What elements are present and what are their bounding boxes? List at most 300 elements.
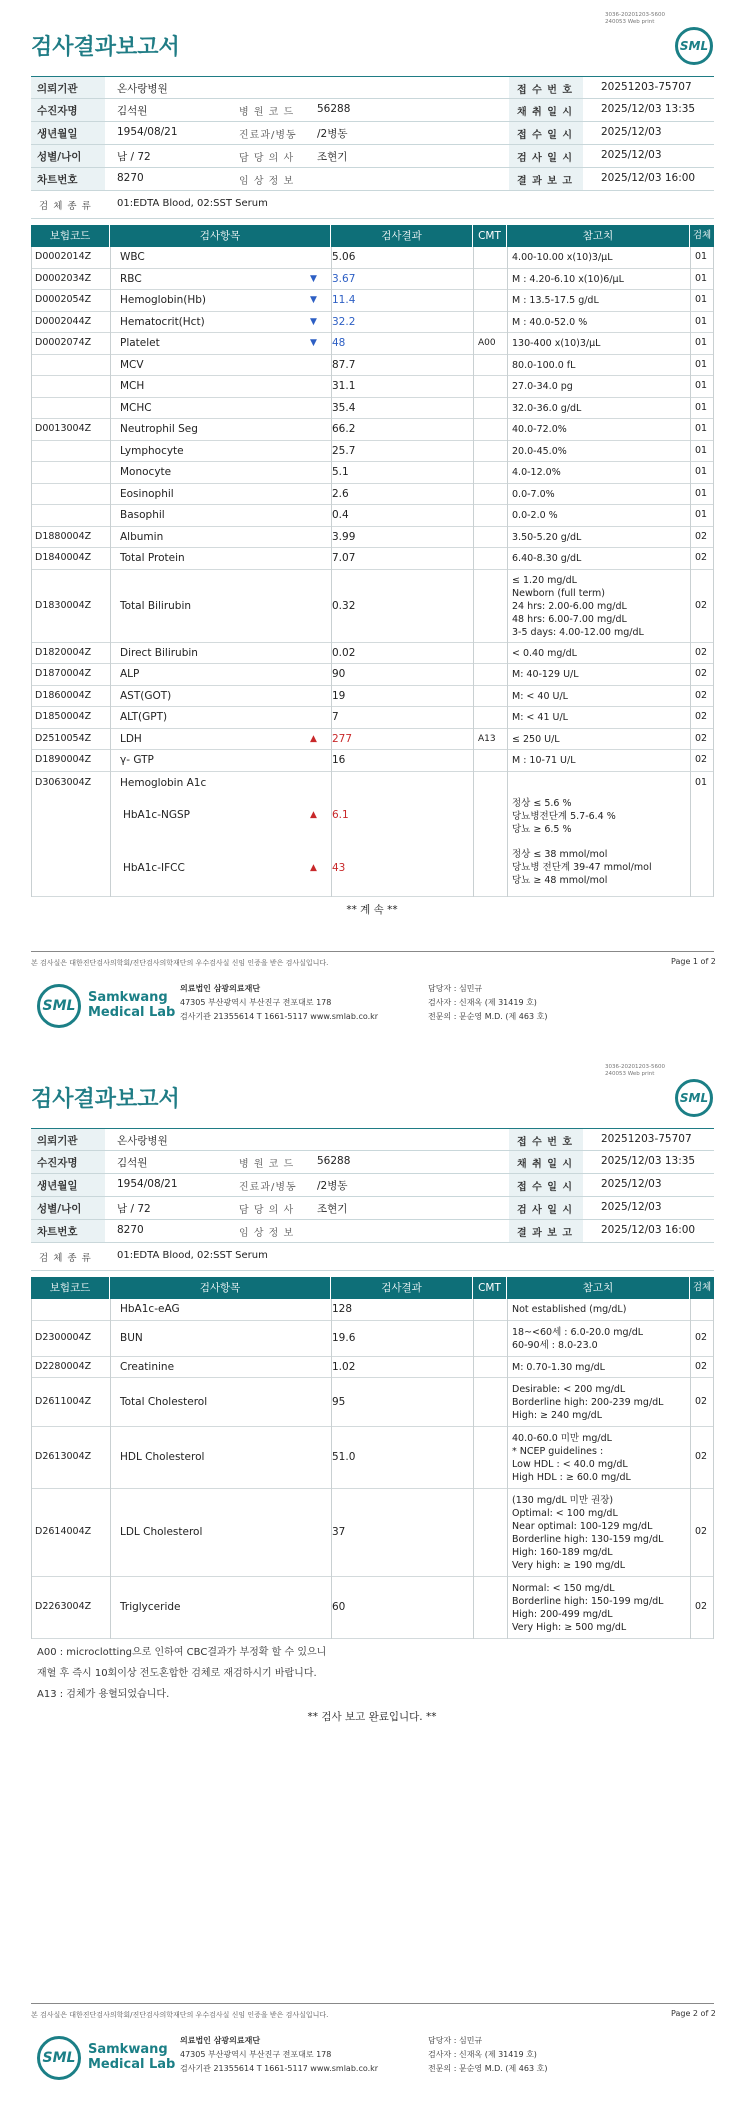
column-header: 검체 (690, 1277, 714, 1299)
test-name: WBC (120, 251, 145, 263)
test-name: Lymphocyte (120, 444, 184, 457)
info-value: 김석원 (117, 105, 148, 117)
column-header: 검사항목 (110, 225, 331, 247)
table-row (31, 376, 714, 398)
specimen-code: 01 (695, 487, 708, 499)
reference-line: Not established (mg/dL) (512, 1304, 627, 1315)
reference-line: < 0.40 mg/dL (512, 647, 577, 659)
page-number: Page 1 of 2 (671, 957, 716, 966)
insurance-code: D2280004Z (35, 1360, 92, 1372)
code-line: 3036-20201203-5600 (605, 12, 665, 18)
test-result: 3.99 (332, 530, 356, 543)
specimen-code: 01 (695, 466, 708, 477)
info-right-value: 2025/12/03 16:00 (601, 1224, 696, 1236)
reference-line: 당뇨병 전단계 39-47 mmol/mol (512, 861, 652, 873)
reference-range (512, 733, 560, 746)
lab-address (180, 2034, 378, 2076)
reference-line: Borderline high: 130-159 mg/dL (512, 1534, 664, 1545)
reference-range (512, 359, 575, 372)
test-name: Creatinine (120, 1360, 175, 1373)
reference-line: ≤ 250 U/L (512, 733, 560, 745)
specimen-code: 01 (695, 444, 708, 456)
insurance-code: D2611004Z (35, 1396, 92, 1407)
test-result: 7 (332, 711, 339, 723)
reference-line: M : 4.20-6.10 x(10)6/μL (512, 273, 624, 285)
test-result: 60 (332, 1601, 346, 1613)
insurance-code: D3063004Z (35, 776, 92, 788)
reference-line: M : 40.0-52.0 % (512, 316, 588, 328)
reference-line: 6.40-8.30 g/dL (512, 553, 582, 564)
insurance-code: D0002044Z (35, 315, 92, 327)
reference-range (512, 294, 599, 307)
specimen-label: 검 체 종 류 (39, 201, 92, 212)
table-border (713, 247, 714, 897)
info-row (31, 1197, 714, 1220)
insurance-code: D0002034Z (35, 272, 92, 284)
test-result: 7.07 (332, 552, 356, 564)
sml-logo: SML (37, 2036, 81, 2080)
reference-range (512, 423, 567, 436)
info-mid-label: 진료과/병동 (239, 130, 297, 141)
specimen-code: 02 (695, 1331, 708, 1343)
info-mid-label: 담 당 의 사 (239, 153, 295, 164)
arrow-down-icon: ▼ (310, 273, 317, 284)
insurance-code: D2614004Z (35, 1526, 92, 1537)
reference-range (512, 445, 567, 458)
table-row (31, 1321, 714, 1357)
continue-text: ** 계 속 ** (346, 903, 398, 916)
comment-note: A13 : 검체가 용혈되었습니다. (37, 1689, 170, 1700)
table-row (31, 1357, 714, 1379)
info-value: 온사랑병원 (117, 1135, 168, 1147)
code-line: 240053 Web print (605, 18, 655, 25)
info-right-label: 채 취 일 시 (517, 1159, 574, 1170)
staff-line: 전문의 : 문순영 M.D. (제 463 호) (428, 2064, 548, 2073)
staff-line: 전문의 : 문순영 M.D. (제 463 호) (428, 1012, 548, 1021)
info-value: 남 / 72 (117, 151, 151, 163)
specimen-code: 01 (695, 294, 708, 305)
specimen-code: 02 (695, 689, 708, 701)
report-complete-text: ** 검사 보고 완료입니다. ** (307, 1711, 437, 1723)
info-right-value: 2025/12/03 (601, 1201, 662, 1213)
staff-line: 담당자 : 심민규 (428, 984, 483, 993)
table-row (31, 664, 714, 686)
org-name: 의료법인 삼광의료재단 (180, 984, 261, 993)
specimen-code: 02 (695, 530, 708, 542)
test-result: 51.0 (332, 1451, 356, 1463)
test-result: 35.4 (332, 401, 356, 414)
specimen-code: 01 (695, 423, 708, 434)
reference-line: Desirable: < 200 mg/dL (512, 1384, 626, 1395)
table-row (31, 686, 714, 708)
reference-line: 3.50-5.20 g/dL (512, 531, 582, 543)
column-header: 검사항목 (110, 1277, 331, 1299)
info-row (31, 99, 714, 122)
test-result: 37 (332, 1526, 346, 1538)
reference-line: Borderline high: 150-199 mg/dL (512, 1596, 664, 1607)
column-header: 검사결과 (331, 1277, 473, 1299)
specimen-code: 01 (695, 251, 708, 262)
test-result: 0.4 (332, 509, 349, 521)
column-divider (110, 1299, 111, 1639)
test-result: 5.1 (332, 466, 349, 478)
info-row (31, 1151, 714, 1174)
insurance-code: D1880004Z (35, 530, 92, 542)
arrow-down-icon: ▼ (310, 316, 317, 327)
document-code (605, 1064, 665, 1077)
reference-range (512, 1383, 663, 1422)
column-divider (690, 1299, 691, 1639)
lab-address (180, 982, 378, 1024)
info-mid-label: 병 원 코 드 (239, 107, 295, 118)
reference-line: 18~<60세 : 6.0-20.0 mg/dL (512, 1326, 644, 1338)
table-row (31, 548, 714, 570)
specimen-code: 02 (695, 552, 708, 563)
test-result: 5.06 (332, 251, 356, 263)
reference-line: High HDL : ≥ 60.0 mg/dL (512, 1472, 631, 1483)
staff-info (428, 2034, 547, 2076)
reference-line: 80.0-100.0 fL (512, 359, 576, 371)
column-divider (331, 247, 332, 897)
reference-line: M : 13.5-17.5 g/dL (512, 295, 599, 306)
insurance-code: D0002054Z (35, 294, 92, 305)
info-label: 수진자명 (37, 1157, 78, 1169)
info-value: 온사랑병원 (117, 83, 168, 95)
table-row (31, 290, 714, 312)
info-label: 의뢰기관 (37, 83, 78, 95)
reference-range (512, 848, 652, 887)
sml-logo: SML (37, 984, 81, 1028)
table-row (31, 269, 714, 291)
contact: 검사기관 21355614 T 1661-5117 www.smlab.co.kr (180, 2064, 379, 2073)
info-label: 성별/나이 (37, 1203, 82, 1215)
reference-range (512, 402, 581, 415)
info-label: 차트번호 (37, 174, 78, 186)
reference-line: M: < 41 U/L (512, 712, 568, 723)
info-value: 1954/08/21 (117, 1178, 178, 1190)
info-value: 김석원 (117, 1157, 148, 1169)
table-row (31, 355, 714, 377)
info-right-value: 2025/12/03 (601, 149, 662, 161)
specimen-code: 01 (695, 380, 708, 391)
reference-range (512, 316, 587, 329)
reference-line: 정상 ≤ 38 mmol/mol (512, 848, 608, 860)
insurance-code: D0002074Z (35, 337, 92, 348)
sml-logo: SML (675, 27, 713, 65)
table-row (31, 729, 714, 751)
footer-divider (31, 951, 714, 952)
lab-name (88, 990, 175, 1020)
test-result: 0.02 (332, 646, 356, 659)
reference-line: * NCEP guidelines : (512, 1446, 604, 1457)
specimen-code: 01 (695, 315, 708, 327)
column-header: 보험코드 (31, 225, 110, 247)
table-border (31, 1299, 32, 1639)
column-header: 검사결과 (331, 225, 473, 247)
insurance-code: D2263004Z (35, 1601, 92, 1612)
reference-line: ≤ 1.20 mg/dL (512, 574, 577, 586)
column-header: CMT (473, 225, 507, 247)
reference-line: 20.0-45.0% (512, 445, 567, 457)
info-right-label: 접 수 일 시 (517, 130, 574, 141)
table-border (31, 247, 32, 897)
reference-range (512, 1494, 663, 1572)
info-label: 생년월일 (37, 128, 78, 140)
reference-line: 당뇨병전단계 5.7-6.4 % (512, 810, 616, 822)
lab-name (88, 2042, 175, 2072)
column-divider (473, 1299, 474, 1639)
test-name: Albumin (120, 530, 164, 543)
reference-line: 3-5 days: 4.00-12.00 mg/dL (512, 626, 644, 638)
info-label: 차트번호 (37, 1226, 78, 1238)
report-title: 검사결과보고서 (31, 1087, 180, 1112)
arrow-up-icon: ▲ (310, 862, 317, 873)
test-name: HbA1c-eAG (120, 1303, 180, 1315)
arrow-up-icon: ▲ (310, 733, 317, 744)
insurance-code: D1830004Z (35, 599, 92, 611)
table-row (31, 772, 714, 897)
test-name: Basophil (120, 509, 165, 521)
table-row (31, 312, 714, 334)
reference-range (512, 1326, 643, 1352)
test-result: 66.2 (332, 423, 356, 435)
test-result: 31.1 (332, 380, 356, 392)
certification-note: 본 검사실은 대한진단검사의학회/진단검사의학재단의 우수검사실 신임 인증을 받은 검사실입니다. (31, 2011, 329, 2019)
page-number: Page 2 of 2 (671, 2009, 716, 2018)
info-mid-value: 조현기 (317, 1203, 348, 1215)
reference-line: M: < 40 U/L (512, 690, 568, 702)
test-name: Triglyceride (120, 1601, 181, 1613)
table-row (31, 1378, 714, 1427)
document-code (605, 12, 665, 25)
reference-range (512, 488, 555, 501)
specimen-code: 02 (695, 754, 708, 765)
insurance-code: D1890004Z (35, 754, 92, 765)
column-divider (507, 247, 508, 897)
column-header: CMT (473, 1277, 507, 1299)
staff-line: 검사자 : 신재옥 (제 31419 호) (428, 2050, 537, 2059)
reference-line: 당뇨 ≥ 48 mmol/mol (512, 874, 608, 886)
column-divider (110, 247, 111, 897)
table-row (31, 643, 714, 665)
test-result: 48 (332, 337, 346, 349)
test-result: 277 (332, 732, 353, 745)
specimen-code: 01 (695, 337, 708, 348)
test-result: 3.67 (332, 272, 356, 285)
reference-range (512, 668, 579, 681)
test-result: 32.2 (332, 315, 356, 328)
insurance-code: D1840004Z (35, 552, 92, 563)
reference-line: 당뇨 ≥ 6.5 % (512, 823, 572, 835)
insurance-code: D0013004Z (35, 423, 92, 434)
reference-line: 48 hrs: 6.00-7.00 mg/dL (512, 613, 627, 625)
info-right-value: 2025/12/03 13:35 (601, 1155, 696, 1167)
info-right-value: 20251203-75707 (601, 1133, 692, 1145)
test-name: Eosinophil (120, 487, 174, 500)
info-row (31, 1220, 714, 1243)
specimen-code: 02 (695, 646, 708, 658)
reference-line: Normal: < 150 mg/dL (512, 1583, 615, 1594)
table-row (31, 247, 714, 269)
reference-range (512, 466, 561, 479)
info-label: 수진자명 (37, 105, 78, 117)
table-row (31, 462, 714, 484)
reference-range (512, 711, 568, 724)
test-result: 16 (332, 754, 346, 766)
specimen-code: 01 (695, 272, 708, 284)
info-value: 남 / 72 (117, 1203, 151, 1215)
test-name: Total Bilirubin (120, 599, 192, 612)
reference-line: M: 40-129 U/L (512, 669, 579, 680)
arrow-up-icon: ▲ (310, 809, 317, 820)
staff-line: 검사자 : 신재옥 (제 31419 호) (428, 998, 537, 1007)
reference-range (512, 1361, 605, 1374)
reference-range (512, 552, 581, 565)
specimen-code: 02 (695, 1360, 708, 1372)
reference-range (512, 1303, 626, 1316)
specimen-row (31, 1243, 714, 1271)
insurance-code: D2510054Z (35, 732, 92, 744)
arrow-down-icon: ▼ (310, 338, 317, 348)
reference-range (512, 797, 616, 836)
column-header: 참고치 (507, 225, 690, 247)
info-value: 8270 (117, 1224, 144, 1236)
reference-line: M: 0.70-1.30 mg/dL (512, 1361, 605, 1373)
test-result: 6.1 (332, 808, 349, 821)
reference-range (512, 337, 600, 350)
column-header: 검체 (690, 225, 714, 247)
table-row (31, 1427, 714, 1489)
test-name: Hemoglobin A1c (120, 776, 207, 789)
code-line: 3036-20201203-5600 (605, 1064, 665, 1070)
info-row (31, 1128, 714, 1151)
reference-range (512, 273, 624, 286)
table-row (31, 707, 714, 729)
table-row (31, 527, 714, 549)
reference-line: Low HDL : < 40.0 mg/dL (512, 1459, 628, 1470)
test-result: 1.02 (332, 1360, 356, 1373)
specimen-code: 01 (695, 358, 708, 370)
reference-range (512, 531, 581, 544)
test-name: MCHC (120, 401, 152, 414)
info-row (31, 76, 714, 99)
test-name: MCV (120, 358, 144, 371)
test-result: 128 (332, 1303, 353, 1315)
reference-line: Very high: ≥ 190 mg/dL (512, 1560, 626, 1571)
table-row (31, 1299, 714, 1321)
test-name: AST(GOT) (120, 689, 172, 702)
table-row (31, 1489, 714, 1577)
info-mid-value: 56288 (317, 103, 351, 115)
test-name: MCH (120, 380, 145, 392)
lab-name-line: Medical Lab (88, 2057, 176, 2072)
test-name: Monocyte (120, 466, 172, 478)
test-result: 19 (332, 689, 346, 702)
info-label: 성별/나이 (37, 151, 82, 163)
reference-line: (130 mg/dL 미만 권장) (512, 1495, 614, 1506)
specimen-code: 02 (695, 1451, 708, 1462)
table-row (31, 1577, 714, 1639)
specimen-label: 검 체 종 류 (39, 1253, 92, 1264)
comment-note: 재혈 후 즉시 10회이상 전도혼합한 검체로 재검하시기 바랍니다. (37, 1668, 317, 1679)
specimen-code: 01 (695, 776, 708, 788)
test-name: Direct Bilirubin (120, 646, 198, 659)
insurance-code: D1860004Z (35, 689, 92, 701)
reference-line: 24 hrs: 2.00-6.00 mg/dL (512, 600, 627, 612)
info-mid-value: /2병동 (317, 128, 348, 140)
info-label: 의뢰기관 (37, 1135, 78, 1147)
table-row (31, 419, 714, 441)
test-name: HbA1c-IFCC (123, 861, 185, 874)
table-row (31, 398, 714, 420)
test-name: Hematocrit(Hct) (120, 315, 205, 328)
specimen-code: 02 (695, 732, 708, 744)
test-result: 19.6 (332, 1331, 356, 1344)
info-row (31, 145, 714, 168)
address: 47305 부산광역시 부산진구 전포대로 178 (180, 2050, 332, 2059)
sml-logo: SML (675, 1079, 713, 1117)
info-right-label: 접 수 번 호 (517, 85, 574, 96)
cmt-code: A00 (478, 338, 496, 348)
specimen-code: 02 (695, 599, 708, 611)
table-row (31, 441, 714, 463)
column-divider (473, 247, 474, 897)
table-row (31, 505, 714, 527)
insurance-code: D1850004Z (35, 711, 92, 722)
comment-note: A00 : microclotting으로 인하여 CBC결과가 부정확 할 수 있으니 (37, 1647, 327, 1658)
info-mid-value: 56288 (317, 1155, 351, 1167)
test-result: 87.7 (332, 358, 356, 371)
info-value: 8270 (117, 172, 144, 184)
reference-range (512, 754, 576, 767)
info-mid-label: 임 상 정 보 (239, 1228, 295, 1239)
lab-name-line: Medical Lab (88, 1005, 176, 1020)
address: 47305 부산광역시 부산진구 전포대로 178 (180, 998, 332, 1007)
info-right-label: 접 수 일 시 (517, 1182, 574, 1193)
test-name: HDL Cholesterol (120, 1451, 205, 1463)
specimen-value: 01:EDTA Blood, 02:SST Serum (117, 198, 268, 209)
test-name: Hemoglobin(Hb) (120, 294, 207, 306)
test-name: Neutrophil Seg (120, 423, 198, 435)
insurance-code: D0002014Z (35, 251, 92, 262)
test-name: Platelet (120, 337, 160, 349)
insurance-code: D2613004Z (35, 1451, 92, 1462)
report-page-2 (0, 1052, 744, 2104)
specimen-value: 01:EDTA Blood, 02:SST Serum (117, 1250, 268, 1261)
reference-line: Optimal: < 100 mg/dL (512, 1508, 618, 1519)
reference-line: Newborn (full term) (512, 587, 605, 599)
column-header: 보험코드 (31, 1277, 110, 1299)
info-right-label: 검 사 일 시 (517, 153, 574, 164)
reference-line: 0.0-7.0% (512, 488, 555, 500)
column-divider (690, 247, 691, 897)
info-right-label: 결 과 보 고 (517, 1228, 574, 1239)
test-result: 11.4 (332, 294, 356, 306)
info-value: 1954/08/21 (117, 126, 178, 138)
test-name: Total Protein (120, 552, 185, 564)
info-label: 생년월일 (37, 1180, 78, 1192)
code-line: 240053 Web print (605, 1070, 655, 1077)
info-right-label: 검 사 일 시 (517, 1205, 574, 1216)
info-right-value: 2025/12/03 (601, 1178, 662, 1190)
contact: 검사기관 21355614 T 1661-5117 www.smlab.co.kr (180, 1012, 379, 1021)
insurance-code: D2300004Z (35, 1331, 92, 1343)
test-name: Total Cholesterol (120, 1396, 208, 1408)
reference-line: High: 200-499 mg/dL (512, 1609, 613, 1620)
reference-line: 27.0-34.0 pg (512, 381, 573, 392)
info-right-value: 2025/12/03 16:00 (601, 172, 696, 184)
reference-line: Very High: ≥ 500 mg/dL (512, 1622, 627, 1633)
